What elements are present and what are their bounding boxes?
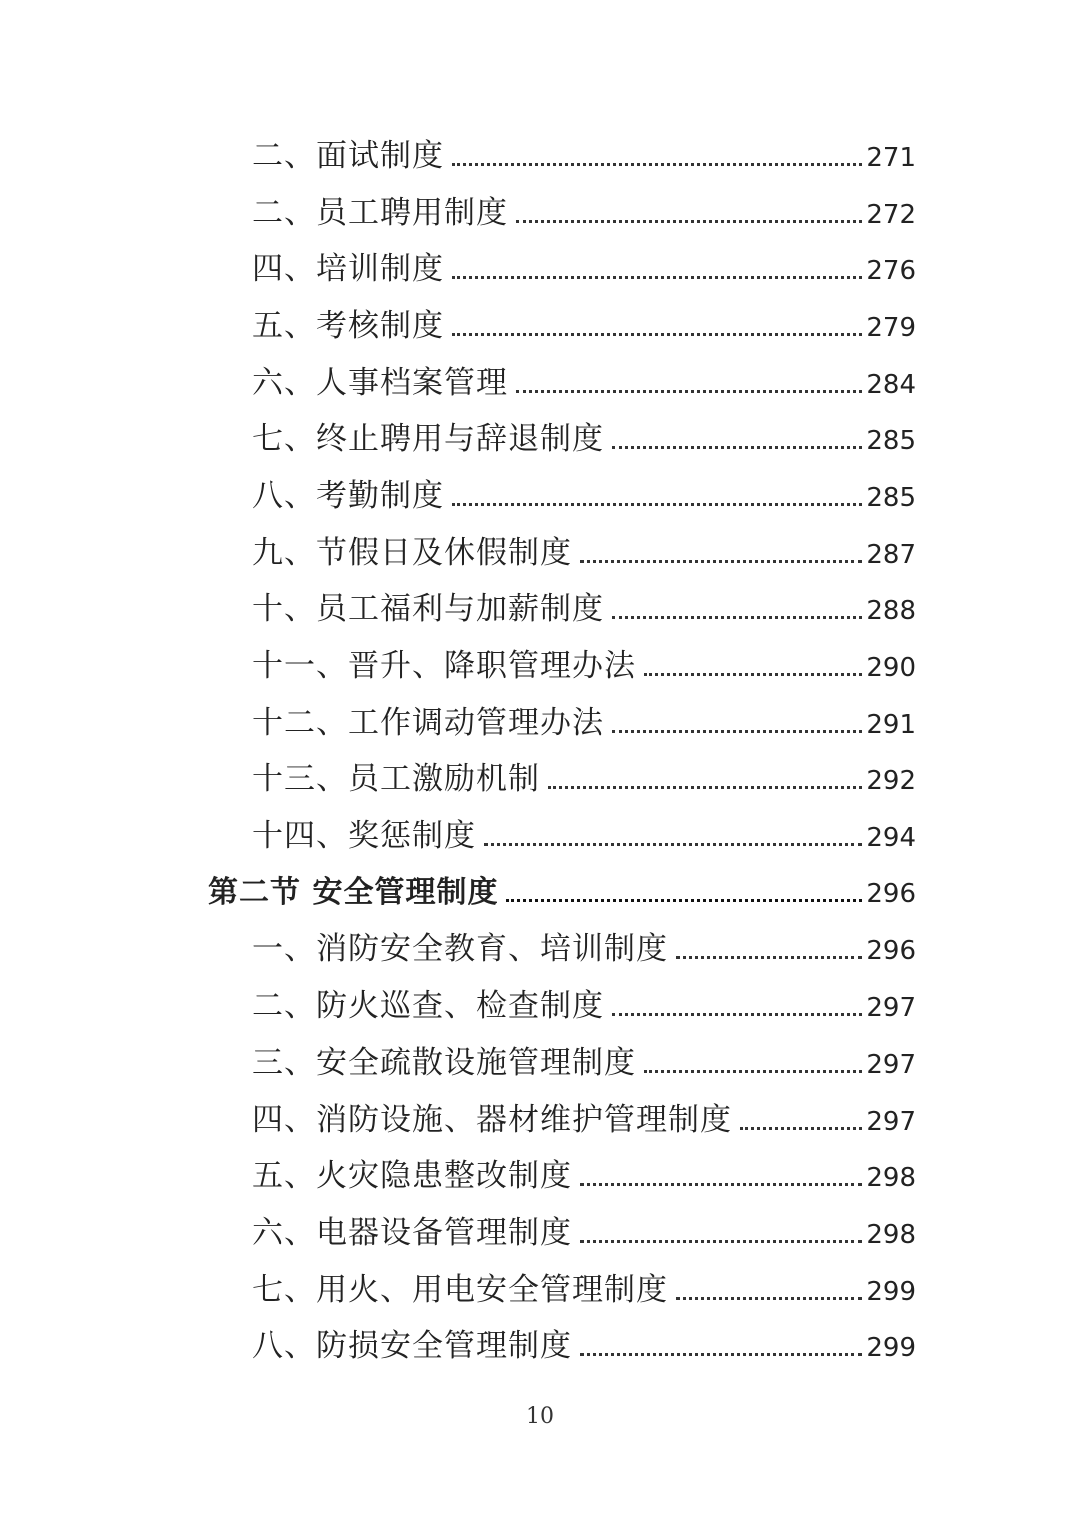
toc-entry[interactable] — [0, 752, 1080, 809]
dot-leader — [676, 956, 862, 959]
toc-entry-title: 三、安全疏散设施管理制度 — [252, 1044, 636, 1081]
dot-leader — [452, 503, 862, 506]
toc-entry[interactable] — [0, 1092, 1080, 1149]
toc-entry[interactable] — [0, 128, 1080, 185]
toc-entry[interactable] — [0, 1035, 1080, 1092]
dot-leader — [580, 1240, 862, 1243]
toc-entry-page: 279 — [866, 312, 916, 343]
toc-entry-title: 七、用火、用电安全管理制度 — [252, 1271, 668, 1308]
toc-entry-page: 298 — [866, 1219, 916, 1250]
toc-entry-title: 十四、奖惩制度 — [252, 818, 476, 855]
toc-entry-page: 299 — [866, 1333, 916, 1364]
toc-entry[interactable] — [0, 298, 1080, 355]
toc-entry-title: 六、电器设备管理制度 — [252, 1214, 572, 1251]
dot-leader — [516, 220, 862, 223]
toc-section-heading[interactable] — [0, 865, 1080, 922]
toc-entry-page: 296 — [866, 936, 916, 967]
toc-entry-title: 五、火灾隐患整改制度 — [252, 1158, 572, 1195]
toc-entry[interactable] — [0, 1205, 1080, 1262]
toc-entry-page: 299 — [866, 1276, 916, 1307]
toc-entry-page: 285 — [866, 482, 916, 513]
dot-leader — [506, 899, 862, 902]
toc-entry-page: 288 — [866, 596, 916, 627]
toc-entry[interactable] — [0, 695, 1080, 752]
toc-entry-title: 十一、晋升、降职管理办法 — [252, 648, 636, 685]
toc-entry-page: 287 — [866, 539, 916, 570]
toc-entry-title: 十、员工福利与加薪制度 — [252, 591, 604, 628]
toc-entry-title: 八、防损安全管理制度 — [252, 1328, 572, 1365]
toc-section-page: 296 — [866, 879, 916, 910]
toc-entry-page: 297 — [866, 1049, 916, 1080]
dot-leader — [452, 163, 862, 166]
toc-entry-page: 284 — [866, 369, 916, 400]
toc-entry-page: 291 — [866, 709, 916, 740]
toc-entry-title: 四、消防设施、器材维护管理制度 — [252, 1101, 732, 1138]
table-of-contents — [0, 128, 1080, 1375]
toc-entry[interactable] — [0, 1262, 1080, 1319]
toc-entry-title: 四、培训制度 — [252, 251, 444, 288]
toc-entry-title: 一、消防安全教育、培训制度 — [252, 931, 668, 968]
toc-entry-page: 298 — [866, 1163, 916, 1194]
toc-entry-title: 五、考核制度 — [252, 307, 444, 344]
dot-leader — [516, 390, 862, 393]
dot-leader — [580, 1183, 862, 1186]
toc-entry-title: 九、节假日及休假制度 — [252, 534, 572, 571]
toc-entry[interactable] — [0, 525, 1080, 582]
toc-entry[interactable] — [0, 411, 1080, 468]
toc-entry-page: 292 — [866, 766, 916, 797]
dot-leader — [484, 843, 862, 846]
toc-entry-title: 八、考勤制度 — [252, 477, 444, 514]
toc-entry-title: 七、终止聘用与辞退制度 — [252, 421, 604, 458]
toc-entry-page: 297 — [866, 993, 916, 1024]
toc-entry-page: 276 — [866, 256, 916, 287]
dot-leader — [612, 1013, 862, 1016]
dot-leader — [676, 1297, 862, 1300]
toc-entry-title: 二、面试制度 — [252, 137, 444, 174]
toc-entry[interactable] — [0, 638, 1080, 695]
dot-leader — [740, 1127, 862, 1130]
toc-section-title: 第二节 安全管理制度 — [208, 875, 499, 911]
toc-entry-page: 272 — [866, 199, 916, 230]
toc-entry-title: 二、防火巡查、检查制度 — [252, 988, 604, 1025]
page-number: 10 — [526, 1404, 554, 1429]
toc-entry-page: 294 — [866, 823, 916, 854]
toc-entry[interactable] — [0, 241, 1080, 298]
toc-entry-page: 297 — [866, 1106, 916, 1137]
toc-entry-page: 285 — [866, 426, 916, 457]
dot-leader — [580, 1353, 862, 1356]
dot-leader — [612, 616, 862, 619]
toc-entry[interactable] — [0, 185, 1080, 242]
toc-entry-title: 十二、工作调动管理办法 — [252, 704, 604, 741]
toc-entry[interactable] — [0, 1148, 1080, 1205]
dot-leader — [452, 333, 862, 336]
toc-entry[interactable] — [0, 1318, 1080, 1375]
toc-entry[interactable] — [0, 468, 1080, 525]
dot-leader — [548, 786, 862, 789]
toc-entry[interactable] — [0, 808, 1080, 865]
toc-entry[interactable] — [0, 978, 1080, 1035]
toc-entry-page: 290 — [866, 653, 916, 684]
dot-leader — [644, 673, 862, 676]
dot-leader — [452, 276, 862, 279]
toc-entry-title: 六、人事档案管理 — [252, 364, 508, 401]
toc-entry-page: 271 — [866, 142, 916, 173]
dot-leader — [612, 446, 862, 449]
toc-entry[interactable] — [0, 355, 1080, 412]
dot-leader — [644, 1070, 862, 1073]
toc-entry[interactable] — [0, 582, 1080, 639]
toc-entry-title: 十三、员工激励机制 — [252, 761, 540, 798]
toc-entry[interactable] — [0, 922, 1080, 979]
dot-leader — [612, 730, 862, 733]
toc-entry-title: 二、员工聘用制度 — [252, 194, 508, 231]
dot-leader — [580, 560, 862, 563]
